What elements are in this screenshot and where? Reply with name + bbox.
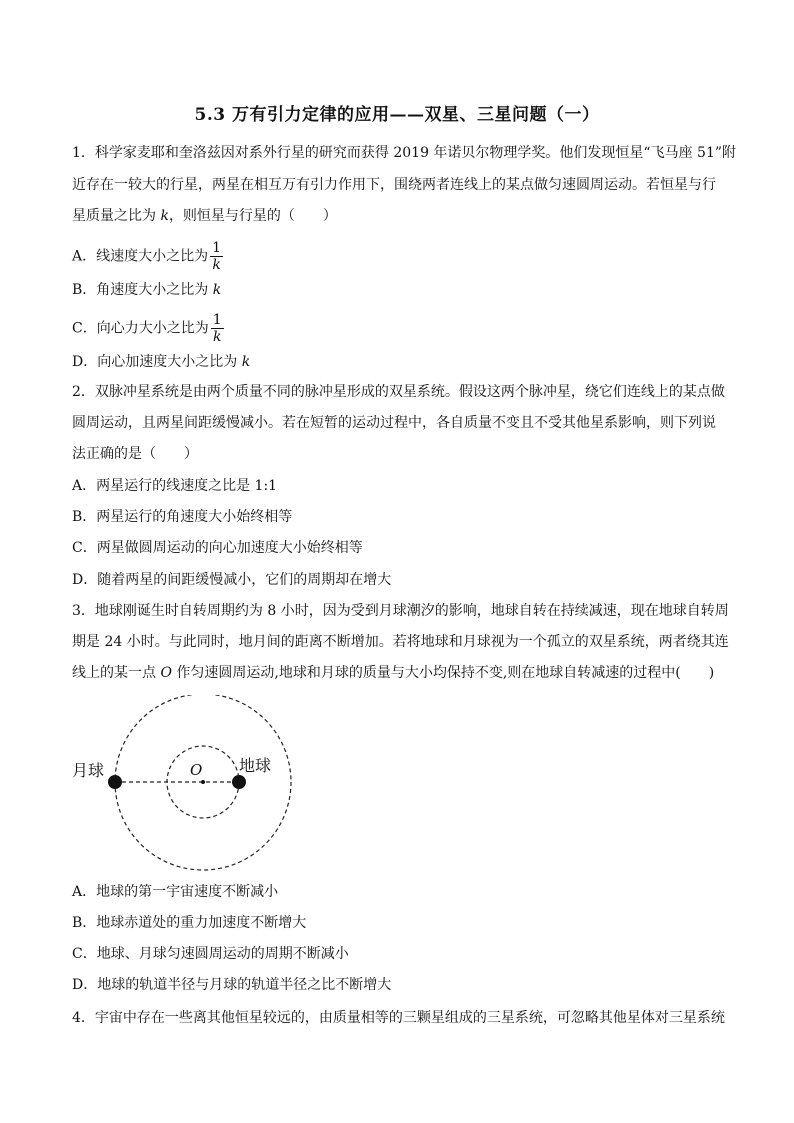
q2-option-d: D．随着两星的间距缓慢减小，它们的周期却在增大 — [72, 572, 392, 588]
q3-option-c: C．地球、月球匀速圆周运动的周期不断减小 — [72, 946, 349, 962]
q1-option-c-text: C．向心力大小之比为 — [72, 320, 209, 337]
q1-option-b — [72, 280, 221, 300]
fraction-denominator: k — [212, 257, 221, 273]
q1-stem-line-1: 1．科学家麦耶和奎洛兹因对系外行星的研究而获得 2019 年诺贝尔物理学奖。他们发现恒星“飞马座 51”附 — [72, 145, 737, 161]
q4-stem-line-1: 4．宇宙中存在一些离其他恒星较远的，由质量相等的三颗星组成的三星系统，可忽略其他星体对三星系统 — [72, 1010, 725, 1026]
fraction-numerator: 1 — [212, 312, 222, 328]
q3-option-b: B．地球赤道处的重力加速度不断增大 — [72, 915, 307, 931]
earth-dot — [232, 775, 246, 789]
page-title: 5.3 万有引力定律的应用——双星、三星问题（一） — [194, 105, 600, 125]
center-point-o — [201, 780, 205, 784]
q2-option-b: B．两星运行的角速度大小始终相等 — [72, 509, 293, 525]
q2-option-c: C．两星做圆周运动的向心加速度大小始终相等 — [72, 540, 363, 556]
q3-option-a: A．地球的第一宇宙速度不断减小 — [72, 884, 279, 900]
q1-var-k: k — [160, 208, 169, 224]
q2-stem-line-3: 法正确的是（ ） — [72, 446, 198, 462]
q2-option-a: A．两星运行的线速度之比是 1:1 — [72, 478, 278, 494]
q1-option-c-fraction — [211, 312, 224, 345]
q3-stem-tail: 作匀速圆周运动,地球和月球的质量与大小均保持不变,则在地球自转减速的过程中( ) — [171, 665, 715, 681]
q3-stem-line-2: 期是 24 小时。与此同时，地月间的距离不断增加。若将地球和月球视为一个孤立的双星系统，两者绕其连 — [72, 634, 729, 650]
q1-option-d — [72, 352, 250, 372]
q1-option-a-text: A．线速度大小之比为 — [72, 248, 209, 265]
earth-moon-orbit-diagram — [66, 695, 306, 880]
q3-option-d: D．地球的轨道半径与月球的轨道半径之比不断增大 — [72, 977, 392, 993]
moon-label: 月球 — [72, 761, 105, 780]
q1-stem-tail: ，则恒星与行星的（ ） — [168, 208, 337, 224]
q1-stem-text: 星质量之比为 — [72, 208, 161, 224]
q3-point-o: O — [160, 665, 172, 681]
q1-option-d-text: D．向心加速度大小之比为 — [72, 354, 242, 370]
moon-dot — [108, 775, 122, 789]
q3-stem-line-1: 3．地球刚诞生时自转周期约为 8 小时，因为受到月球潮汐的影响，地球自转在持续减速，现在地球自转周 — [72, 603, 729, 619]
q1-option-b-text: B．角速度大小之比为 — [72, 282, 213, 298]
q1-option-c — [72, 312, 224, 345]
q1-stem-line-3 — [72, 206, 732, 226]
fraction-denominator: k — [212, 329, 222, 345]
q1-stem-line-2: 近存在一较大的行星，两星在相互万有引力作用下，围绕两者连线上的某点做匀速圆周运动。若恒星与行 — [72, 177, 716, 193]
q2-stem-line-1: 2．双脉冲星系统是由两个质量不同的脉冲星形成的双星系统。假设这两个脉冲星，绕它们连线上的某点做 — [72, 384, 725, 400]
fraction-numerator: 1 — [212, 240, 222, 256]
q2-stem-line-2: 圆周运动，且两星间距缓慢减小。若在短暂的运动过程中，各自质量不变且不受其他星系影响，则下列说 — [72, 415, 716, 431]
q3-stem-text: 线上的某一点 — [72, 665, 161, 681]
center-label-o: O — [190, 761, 203, 779]
q1-option-d-k: k — [241, 354, 251, 370]
earth-label: 地球 — [239, 756, 272, 775]
q1-option-b-k: k — [212, 282, 222, 298]
q3-stem-line-3 — [72, 663, 732, 683]
q1-option-a — [72, 240, 223, 273]
q1-option-a-fraction — [210, 240, 223, 273]
